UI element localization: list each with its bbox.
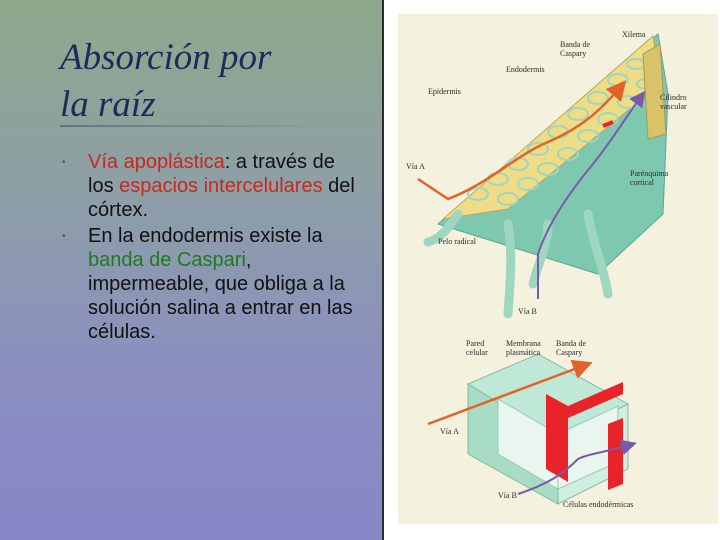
title-line-1: Absorción por [60, 37, 272, 78]
label-membrana: Membrana plasmática [506, 339, 541, 357]
slide-title [60, 34, 360, 128]
label-pelo-radical: Pelo radical [438, 237, 476, 246]
intercellular-term: espacios intercelulares [119, 175, 323, 197]
bullet-item [62, 224, 362, 344]
label-via-b-lower: Vía B [498, 491, 517, 500]
bullet-item [62, 150, 362, 222]
bullet-text: , impermeable, que obliga a la solución salina a entrar en las células. [88, 249, 353, 343]
label-endodermis: Endodermis [506, 65, 545, 74]
caspari-term: banda de Caspari [88, 249, 246, 271]
apoplastic-term: Vía apoplástica [88, 151, 225, 173]
label-via-a: Vía A [406, 162, 425, 171]
bullet-dot-icon: • [62, 157, 66, 168]
title-line-2: la raíz [60, 84, 156, 125]
label-xilema: Xilema [622, 30, 646, 39]
label-cilindro-vascular: Cilindro vascular [660, 93, 687, 111]
label-pared-celular: Pared celular [466, 339, 488, 357]
bullet-text: : a través de los [88, 151, 335, 197]
label-celulas-endodermicas: Células endodérmicas [563, 500, 634, 509]
label-epidermis: Epidermis [428, 87, 461, 96]
bullet-list [62, 150, 362, 346]
label-banda-caspary: Banda de Caspary [560, 40, 590, 58]
root-diagram-svg [398, 14, 718, 524]
root-diagram [398, 14, 718, 524]
label-via-a-lower: Vía A [440, 427, 459, 436]
label-banda-caspary-2: Banda de Caspary [556, 339, 586, 357]
bullet-dot-icon: • [62, 231, 66, 242]
label-via-b: Vía B [518, 307, 537, 316]
title-underline [60, 125, 330, 127]
label-parenquima: Parénquima cortical [630, 169, 669, 187]
bullet-text: del córtex. [88, 175, 355, 221]
bullet-text: En la endodermis existe la [88, 225, 323, 247]
